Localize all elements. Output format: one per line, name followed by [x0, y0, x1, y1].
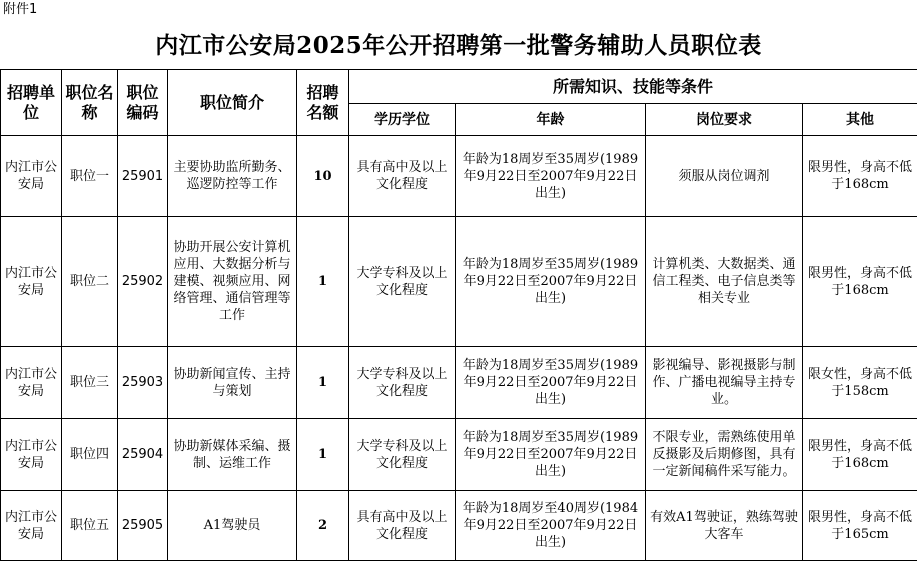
header-age: 年龄	[456, 104, 646, 136]
header-conditions-group: 所需知识、技能等条件	[349, 70, 917, 104]
cell-other: 限男性，身高不低于168cm	[803, 136, 917, 217]
cell-unit: 内江市公安局	[1, 347, 62, 419]
header-quota: 招聘名额	[297, 70, 349, 136]
cell-description: 协助新闻宣传、主持与策划	[168, 347, 297, 419]
cell-education: 大学专科及以上文化程度	[349, 419, 456, 491]
cell-other: 限男性，身高不低于165cm	[803, 491, 917, 561]
cell-requirements: 有效A1驾驶证，熟练驾驶大客车	[646, 491, 803, 561]
cell-description: 协助新媒体采编、摄制、运维工作	[168, 419, 297, 491]
cell-education: 大学专科及以上文化程度	[349, 347, 456, 419]
cell-age: 年龄为18周岁至35周岁(1989年9月22日至2007年9月22日出生)	[456, 419, 646, 491]
cell-position-name: 职位一	[62, 136, 118, 217]
table-row	[1, 419, 917, 491]
cell-other: 限男性，身高不低于168cm	[803, 217, 917, 347]
cell-position-code: 25905	[118, 491, 168, 561]
cell-position-name: 职位三	[62, 347, 118, 419]
cell-quota: 1	[297, 217, 349, 347]
header-unit: 招聘单位	[1, 70, 62, 136]
header-position-name: 职位名称	[62, 70, 118, 136]
cell-age: 年龄为18周岁至35周岁(1989年9月22日至2007年9月22日出生)	[456, 217, 646, 347]
table-row	[1, 491, 917, 561]
header-education: 学历学位	[349, 104, 456, 136]
cell-quota: 2	[297, 491, 349, 561]
cell-position-code: 25903	[118, 347, 168, 419]
header-row-1	[1, 70, 917, 104]
header-position-code: 职位编码	[118, 70, 168, 136]
cell-position-name: 职位二	[62, 217, 118, 347]
positions-table	[0, 69, 917, 561]
cell-quota: 1	[297, 347, 349, 419]
cell-position-code: 25904	[118, 419, 168, 491]
table-row	[1, 136, 917, 217]
cell-unit: 内江市公安局	[1, 217, 62, 347]
header-description: 职位简介	[168, 70, 297, 136]
cell-other: 限男性，身高不低于168cm	[803, 419, 917, 491]
cell-unit: 内江市公安局	[1, 136, 62, 217]
cell-age: 年龄为18周岁至35周岁(1989年9月22日至2007年9月22日出生)	[456, 136, 646, 217]
cell-age: 年龄为18周岁至40周岁(1984年9月22日至2007年9月22日出生)	[456, 491, 646, 561]
cell-requirements: 不限专业，需熟练使用单反摄影及后期修图，具有一定新闻稿件采写能力。	[646, 419, 803, 491]
cell-description: 协助开展公安计算机应用、大数据分析与建模、视频应用、网络管理、通信管理等工作	[168, 217, 297, 347]
cell-unit: 内江市公安局	[1, 491, 62, 561]
cell-description: A1驾驶员	[168, 491, 297, 561]
cell-unit: 内江市公安局	[1, 419, 62, 491]
cell-education: 大学专科及以上文化程度	[349, 217, 456, 347]
cell-requirements: 计算机类、大数据类、通信工程类、电子信息类等相关专业	[646, 217, 803, 347]
cell-position-name: 职位五	[62, 491, 118, 561]
header-other: 其他	[803, 104, 917, 136]
cell-position-code: 25902	[118, 217, 168, 347]
cell-position-code: 25901	[118, 136, 168, 217]
cell-education: 具有高中及以上文化程度	[349, 136, 456, 217]
cell-position-name: 职位四	[62, 419, 118, 491]
cell-requirements: 须服从岗位调剂	[646, 136, 803, 217]
cell-description: 主要协助监所勤务、巡逻防控等工作	[168, 136, 297, 217]
cell-other: 限女性，身高不低于158cm	[803, 347, 917, 419]
header-requirements: 岗位要求	[646, 104, 803, 136]
cell-requirements: 影视编导、影视摄影与制作、广播电视编导主持专业。	[646, 347, 803, 419]
cell-education: 具有高中及以上文化程度	[349, 491, 456, 561]
annex-label: 附件1	[3, 2, 37, 18]
table-row	[1, 347, 917, 419]
cell-age: 年龄为18周岁至35周岁(1989年9月22日至2007年9月22日出生)	[456, 347, 646, 419]
cell-quota: 1	[297, 419, 349, 491]
table-row	[1, 217, 917, 347]
cell-quota: 10	[297, 136, 349, 217]
document-title: 内江市公安局2025年公开招聘第一批警务辅助人员职位表	[0, 26, 917, 66]
